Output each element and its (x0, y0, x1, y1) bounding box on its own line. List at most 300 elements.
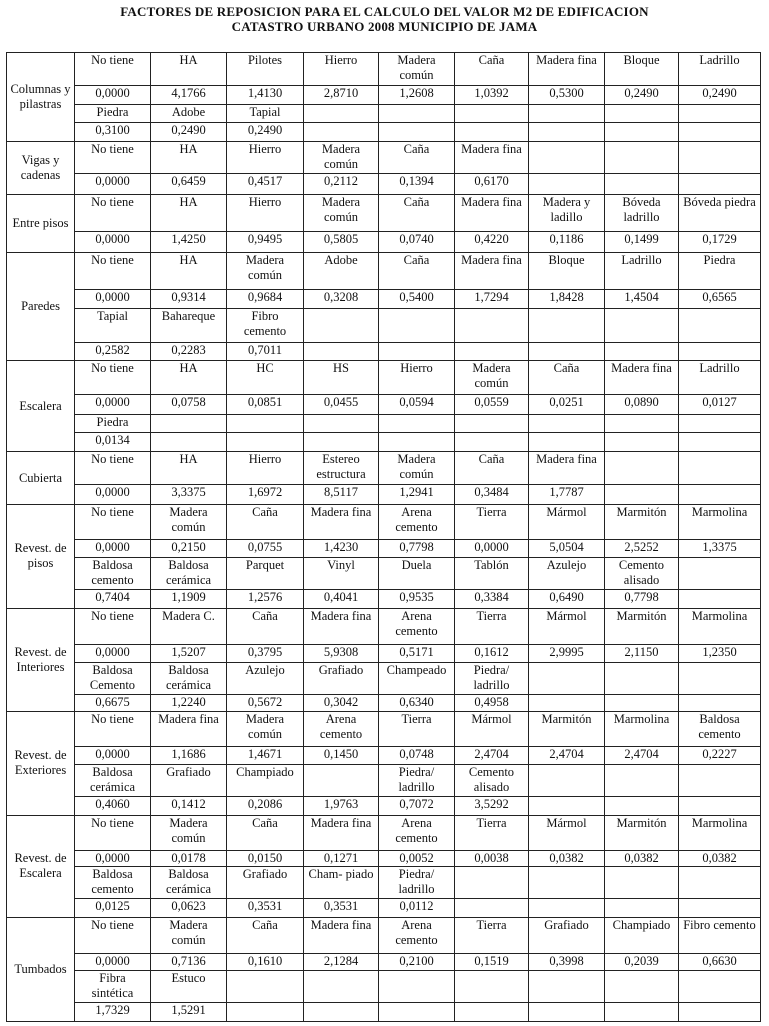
material-cell: Caña (227, 815, 304, 850)
factor-cell: 0,7798 (605, 589, 679, 608)
material-cell: No tiene (75, 815, 151, 850)
table-row (7, 290, 761, 309)
factor-cell: 0,6630 (679, 953, 761, 971)
factor-cell: 0,0851 (227, 395, 304, 415)
material-cell: Marmitón (529, 711, 605, 746)
factor-cell: 0,2283 (151, 342, 227, 361)
material-cell: Baldosa cerámica (151, 663, 227, 695)
material-cell: Tierra (455, 917, 529, 953)
material-cell (605, 141, 679, 173)
material-cell: Ladrillo (605, 252, 679, 289)
factor-cell: 0,4517 (227, 173, 304, 195)
table-row (7, 414, 761, 433)
material-cell: Parquet (227, 558, 304, 590)
table-row (7, 451, 761, 484)
table-row (7, 342, 761, 361)
factor-cell: 0,0594 (379, 395, 455, 415)
material-cell (379, 971, 455, 1003)
factor-cell: 0,3100 (75, 123, 151, 142)
factor-cell: 0,0748 (379, 746, 455, 765)
factor-cell: 1,6972 (227, 484, 304, 505)
factor-cell: 1,5291 (151, 1003, 227, 1022)
material-cell: No tiene (75, 53, 151, 86)
material-cell: Caña (455, 451, 529, 484)
factor-cell: 0,7072 (379, 797, 455, 816)
material-cell: No tiene (75, 361, 151, 395)
factor-cell: 0,0052 (379, 850, 455, 866)
material-cell (529, 308, 605, 342)
factor-cell: 0,3208 (304, 290, 379, 309)
factor-cell: 1,4130 (227, 85, 304, 104)
factor-cell (455, 433, 529, 452)
material-cell (304, 765, 379, 797)
material-cell: No tiene (75, 252, 151, 289)
material-cell: Madera y ladillo (529, 195, 605, 232)
material-cell: Fibro cemento (679, 917, 761, 953)
table-row (7, 308, 761, 342)
material-cell: Estuco (151, 971, 227, 1003)
table-row (7, 232, 761, 253)
factor-cell: 1,0392 (455, 85, 529, 104)
factor-cell (529, 695, 605, 711)
material-cell: Champiado (605, 917, 679, 953)
table-row (7, 1003, 761, 1022)
material-cell: Marmitón (605, 505, 679, 540)
material-cell: Champeado (379, 663, 455, 695)
factor-cell: 2,5252 (605, 540, 679, 558)
table-row (7, 85, 761, 104)
material-cell: Madera fina (455, 195, 529, 232)
factor-cell (605, 899, 679, 918)
table-row (7, 797, 761, 816)
material-cell (605, 867, 679, 899)
factor-cell: 0,3998 (529, 953, 605, 971)
factor-cell (605, 797, 679, 816)
material-cell: Piedra (75, 414, 151, 433)
material-cell (379, 308, 455, 342)
material-cell: Madera fina (529, 53, 605, 86)
material-cell: Mármol (455, 711, 529, 746)
material-cell: Grafiado (529, 917, 605, 953)
table-row (7, 558, 761, 590)
factor-cell (529, 173, 605, 195)
table-row (7, 695, 761, 711)
factor-cell: 0,6675 (75, 695, 151, 711)
factor-cell: 0,5171 (379, 644, 455, 663)
material-cell: Bloque (605, 53, 679, 86)
material-cell: Baldosa cemento (75, 867, 151, 899)
material-cell: Marmitón (605, 815, 679, 850)
category-cell: Entre pisos (7, 195, 75, 253)
material-cell: Madera común (379, 451, 455, 484)
material-cell: Tierra (455, 505, 529, 540)
category-cell: Revest. de pisos (7, 505, 75, 608)
factor-cell (605, 484, 679, 505)
material-cell: Tierra (455, 608, 529, 644)
factor-cell: 1,4230 (304, 540, 379, 558)
material-cell: Piedra/ ladrillo (379, 867, 455, 899)
document-subtitle: CATASTRO URBANO 2008 MUNICIPIO DE JAMA (231, 19, 538, 34)
material-cell: HA (151, 53, 227, 86)
material-cell: HA (151, 195, 227, 232)
material-cell (529, 765, 605, 797)
material-cell: Bóveda ladrillo (605, 195, 679, 232)
material-cell: No tiene (75, 505, 151, 540)
material-cell: Azulejo (529, 558, 605, 590)
material-cell: Piedra/ ladrillo (455, 663, 529, 695)
material-cell: Adobe (151, 104, 227, 123)
material-cell: Madera común (151, 815, 227, 850)
factor-cell: 0,1271 (304, 850, 379, 866)
material-cell (529, 867, 605, 899)
table-row (7, 899, 761, 918)
material-cell: Baldosa cerámica (75, 765, 151, 797)
factor-cell (529, 797, 605, 816)
material-cell: Madera fina (529, 451, 605, 484)
factor-cell: 1,9763 (304, 797, 379, 816)
material-cell (679, 867, 761, 899)
factor-cell: 0,9314 (151, 290, 227, 309)
factor-cell: 0,9495 (227, 232, 304, 253)
factor-cell: 1,4504 (605, 290, 679, 309)
factor-cell: 0,4041 (304, 589, 379, 608)
material-cell: No tiene (75, 141, 151, 173)
factor-cell: 2,4704 (455, 746, 529, 765)
material-cell (605, 451, 679, 484)
material-cell: Baldosa Cemento (75, 663, 151, 695)
material-cell: Hierro (227, 195, 304, 232)
factor-cell (605, 173, 679, 195)
material-cell: Tierra (379, 711, 455, 746)
material-cell: Hierro (304, 53, 379, 86)
factor-cell: 1,2941 (379, 484, 455, 505)
category-cell: Revest. de Interiores (7, 608, 75, 711)
factor-cell (529, 899, 605, 918)
factor-cell: 1,7787 (529, 484, 605, 505)
table-row (7, 608, 761, 644)
factor-cell: 0,1186 (529, 232, 605, 253)
material-cell: Piedra (75, 104, 151, 123)
table-row (7, 589, 761, 608)
material-cell: Grafiado (227, 867, 304, 899)
material-cell: No tiene (75, 608, 151, 644)
factor-cell: 0,7136 (151, 953, 227, 971)
material-cell (227, 971, 304, 1003)
factor-cell: 0,2490 (605, 85, 679, 104)
factor-cell (605, 1003, 679, 1022)
factor-cell (679, 342, 761, 361)
factor-cell: 0,0740 (379, 232, 455, 253)
material-cell: Arena cemento (379, 608, 455, 644)
material-cell: Caña (379, 195, 455, 232)
material-cell (529, 663, 605, 695)
factor-cell: 1,5207 (151, 644, 227, 663)
factor-cell: 1,4250 (151, 232, 227, 253)
material-cell (379, 414, 455, 433)
material-cell (455, 104, 529, 123)
factor-cell (529, 1003, 605, 1022)
factor-cell: 0,1729 (679, 232, 761, 253)
factor-cell (227, 433, 304, 452)
factor-cell: 0,2086 (227, 797, 304, 816)
table-row (7, 663, 761, 695)
category-cell: Columnas y pilastras (7, 53, 75, 142)
material-cell (679, 414, 761, 433)
factor-cell: 0,1610 (227, 953, 304, 971)
factor-cell: 0,1412 (151, 797, 227, 816)
factor-cell: 0,0000 (75, 395, 151, 415)
factor-cell (151, 433, 227, 452)
material-cell: Madera fina (455, 141, 529, 173)
factor-cell: 0,7011 (227, 342, 304, 361)
material-cell: Baldosa cerámica (151, 867, 227, 899)
factor-cell: 2,1284 (304, 953, 379, 971)
table-row (7, 484, 761, 505)
material-cell: Baldosa cerámica (151, 558, 227, 590)
factor-cell: 0,9684 (227, 290, 304, 309)
material-cell: Baldosa cemento (679, 711, 761, 746)
factor-cell: 0,6340 (379, 695, 455, 711)
material-cell (304, 414, 379, 433)
factor-cell: 0,6459 (151, 173, 227, 195)
factor-cell: 1,1909 (151, 589, 227, 608)
factor-cell (304, 123, 379, 142)
factor-cell: 1,7294 (455, 290, 529, 309)
factor-cell (455, 1003, 529, 1022)
table-row (7, 540, 761, 558)
material-cell: HA (151, 141, 227, 173)
material-cell: Pilotes (227, 53, 304, 86)
material-cell: Mármol (529, 815, 605, 850)
table-row (7, 104, 761, 123)
material-cell: Madera común (227, 252, 304, 289)
material-cell: Marmolina (679, 608, 761, 644)
material-cell: Tablón (455, 558, 529, 590)
category-cell: Paredes (7, 252, 75, 360)
factor-cell: 0,7404 (75, 589, 151, 608)
table-row (7, 505, 761, 540)
factor-cell: 0,0134 (75, 433, 151, 452)
factor-cell (679, 589, 761, 608)
factor-cell: 0,2150 (151, 540, 227, 558)
table-row (7, 361, 761, 395)
table-row (7, 815, 761, 850)
factor-cell: 5,0504 (529, 540, 605, 558)
reposition-factors-table (6, 52, 761, 1022)
material-cell: Madera fina (605, 361, 679, 395)
factor-cell: 0,5805 (304, 232, 379, 253)
material-cell: No tiene (75, 711, 151, 746)
material-cell: No tiene (75, 195, 151, 232)
document-title: FACTORES DE REPOSICION PARA EL CALCULO DEL VALOR M2 DE EDIFICACION (120, 4, 649, 19)
factor-cell: 0,0758 (151, 395, 227, 415)
category-cell: Cubierta (7, 451, 75, 505)
material-cell: Duela (379, 558, 455, 590)
factor-cell: 1,4671 (227, 746, 304, 765)
factor-cell: 0,6170 (455, 173, 529, 195)
factor-cell: 0,2039 (605, 953, 679, 971)
material-cell: Champiado (227, 765, 304, 797)
material-cell: Marmolina (605, 711, 679, 746)
material-cell: Madera fina (304, 505, 379, 540)
factor-cell: 0,0000 (75, 953, 151, 971)
factor-cell: 0,3795 (227, 644, 304, 663)
factor-cell: 0,4060 (75, 797, 151, 816)
material-cell (151, 414, 227, 433)
material-cell: Piedra/ ladrillo (379, 765, 455, 797)
material-cell: Mármol (529, 608, 605, 644)
material-cell: Hierro (379, 361, 455, 395)
factor-cell (455, 342, 529, 361)
material-cell (679, 141, 761, 173)
material-cell (379, 104, 455, 123)
material-cell: Cham- piado (304, 867, 379, 899)
factor-cell: 0,0559 (455, 395, 529, 415)
material-cell (304, 971, 379, 1003)
material-cell (529, 141, 605, 173)
factor-cell: 0,6490 (529, 589, 605, 608)
material-cell (605, 971, 679, 1003)
material-cell (679, 451, 761, 484)
factor-cell: 0,0127 (679, 395, 761, 415)
material-cell: Arena cemento (379, 917, 455, 953)
factor-cell: 0,0000 (75, 484, 151, 505)
material-cell: Madera fina (304, 815, 379, 850)
material-cell (529, 971, 605, 1003)
factor-cell: 0,5400 (379, 290, 455, 309)
factor-cell (227, 1003, 304, 1022)
table-row (7, 173, 761, 195)
factor-cell: 1,2350 (679, 644, 761, 663)
factor-cell: 1,2608 (379, 85, 455, 104)
material-cell (455, 867, 529, 899)
material-cell: Madera fina (304, 917, 379, 953)
material-cell (679, 308, 761, 342)
material-cell: Marmolina (679, 505, 761, 540)
material-cell (455, 414, 529, 433)
material-cell: Arena cemento (379, 505, 455, 540)
table-row (7, 850, 761, 866)
factor-cell (679, 173, 761, 195)
factor-cell: 0,2490 (151, 123, 227, 142)
material-cell: Hierro (227, 451, 304, 484)
material-cell: Caña (379, 252, 455, 289)
factor-cell: 1,3375 (679, 540, 761, 558)
material-cell: No tiene (75, 451, 151, 484)
factor-cell: 0,9535 (379, 589, 455, 608)
factor-cell (379, 342, 455, 361)
material-cell: Hierro (227, 141, 304, 173)
factor-cell (379, 1003, 455, 1022)
material-cell (605, 765, 679, 797)
factor-cell: 0,0178 (151, 850, 227, 866)
material-cell: Arena cemento (379, 815, 455, 850)
table-row (7, 252, 761, 289)
factor-cell: 2,1150 (605, 644, 679, 663)
material-cell: Madera común (151, 505, 227, 540)
factor-cell: 0,2490 (679, 85, 761, 104)
factor-cell: 0,0125 (75, 899, 151, 918)
factor-cell: 1,1686 (151, 746, 227, 765)
factor-cell (529, 123, 605, 142)
material-cell: Cemento alisado (605, 558, 679, 590)
table-row (7, 746, 761, 765)
factor-cell: 0,0112 (379, 899, 455, 918)
material-cell: Caña (227, 917, 304, 953)
factor-cell: 0,0000 (75, 644, 151, 663)
factor-cell: 8,5117 (304, 484, 379, 505)
factor-cell (679, 433, 761, 452)
factor-cell: 0,0038 (455, 850, 529, 866)
factor-cell: 0,0382 (529, 850, 605, 866)
factor-cell: 0,0382 (605, 850, 679, 866)
factor-cell: 0,3531 (227, 899, 304, 918)
factor-cell: 0,7798 (379, 540, 455, 558)
factor-cell: 0,5300 (529, 85, 605, 104)
factor-cell: 1,2576 (227, 589, 304, 608)
factor-cell (529, 342, 605, 361)
factor-cell (455, 123, 529, 142)
material-cell: Madera común (304, 195, 379, 232)
factor-cell: 1,2240 (151, 695, 227, 711)
table-row (7, 644, 761, 663)
material-cell: Ladrillo (679, 53, 761, 86)
table-row (7, 971, 761, 1003)
material-cell: Madera C. (151, 608, 227, 644)
factor-cell (605, 433, 679, 452)
material-cell: Tierra (455, 815, 529, 850)
material-cell (529, 414, 605, 433)
factor-cell: 0,3384 (455, 589, 529, 608)
material-cell: Grafiado (304, 663, 379, 695)
factor-cell: 2,8710 (304, 85, 379, 104)
table-row (7, 395, 761, 415)
factor-cell: 0,0000 (75, 232, 151, 253)
factor-cell: 1,8428 (529, 290, 605, 309)
factor-cell: 0,0000 (75, 85, 151, 104)
material-cell: Caña (529, 361, 605, 395)
factor-cell: 5,9308 (304, 644, 379, 663)
table-row (7, 917, 761, 953)
material-cell: Piedra (679, 252, 761, 289)
factor-cell: 0,3484 (455, 484, 529, 505)
material-cell: HC (227, 361, 304, 395)
material-cell: Adobe (304, 252, 379, 289)
material-cell: Bahareque (151, 308, 227, 342)
factor-cell: 0,1499 (605, 232, 679, 253)
factor-cell: 0,1519 (455, 953, 529, 971)
material-cell: Bóveda piedra (679, 195, 761, 232)
factor-cell: 0,4958 (455, 695, 529, 711)
material-cell: Estereo estructura (304, 451, 379, 484)
material-cell: Marmitón (605, 608, 679, 644)
material-cell (529, 104, 605, 123)
material-cell (605, 308, 679, 342)
factor-cell: 0,2100 (379, 953, 455, 971)
material-cell: Caña (227, 608, 304, 644)
material-cell (605, 663, 679, 695)
table-row (7, 867, 761, 899)
material-cell: HA (151, 252, 227, 289)
factor-cell (605, 695, 679, 711)
factor-cell: 2,9995 (529, 644, 605, 663)
factor-cell: 0,0000 (455, 540, 529, 558)
material-cell: HA (151, 361, 227, 395)
factor-cell: 0,6565 (679, 290, 761, 309)
factor-cell (679, 695, 761, 711)
factor-cell (679, 1003, 761, 1022)
category-cell: Tumbados (7, 917, 75, 1021)
